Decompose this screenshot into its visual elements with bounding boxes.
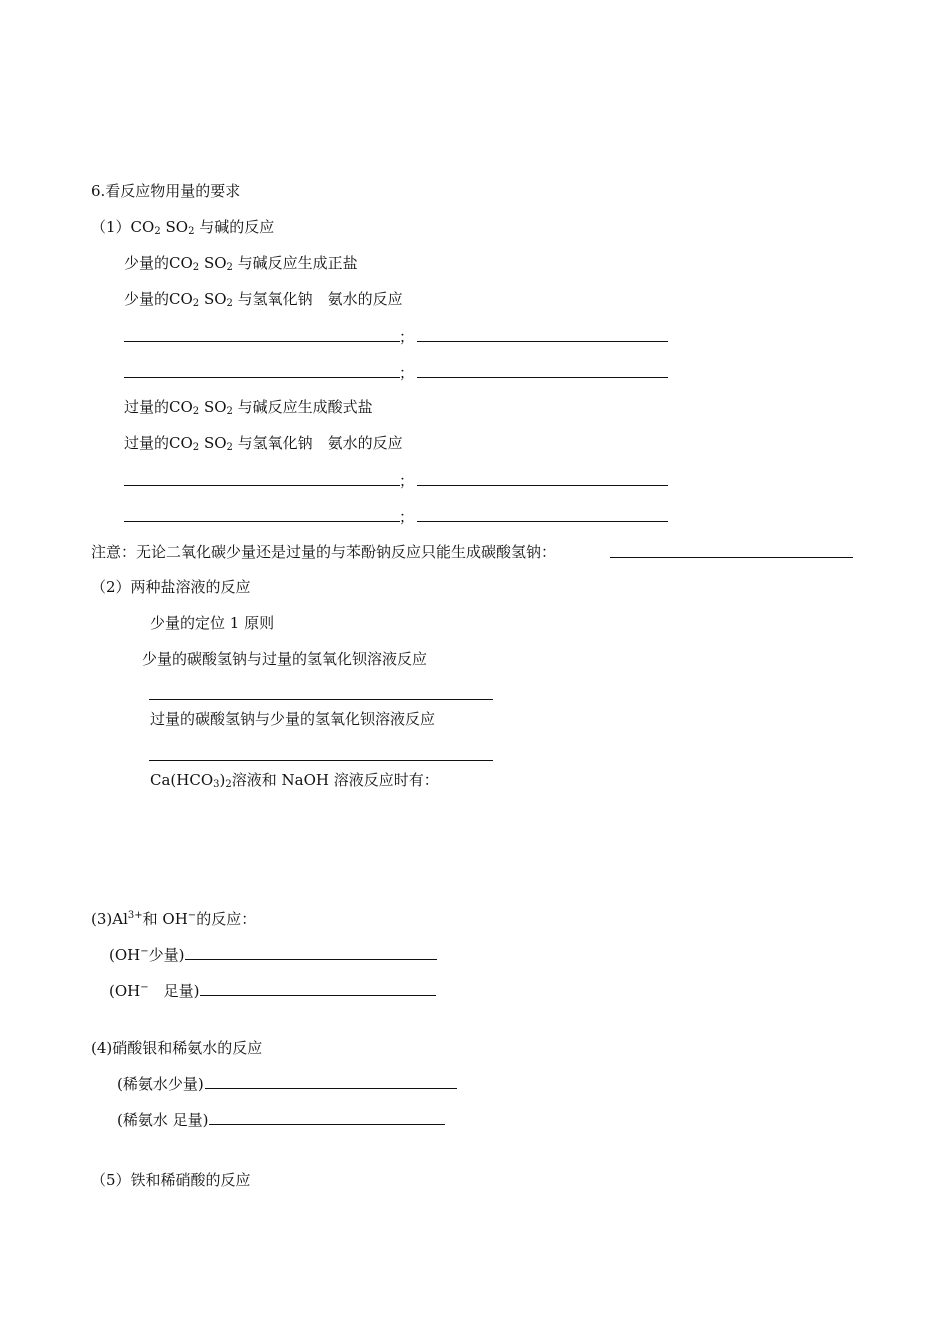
- principle-line: 少量的定位 1 原则: [150, 614, 275, 632]
- co2-formula: $CO_2$: [130, 218, 161, 237]
- so2-formula: $SO_2$: [203, 254, 233, 273]
- answer-blank[interactable]: [209, 1110, 445, 1125]
- section-6-title: 6.看反应物用量的要求: [91, 182, 241, 200]
- small-amount-naoh-ammonia-line: 少量的$CO_2$ $SO_2$ 与氢氧化钠 氨水的反应: [124, 290, 403, 309]
- answer-blank[interactable]: [124, 341, 400, 342]
- question-b: 过量的碳酸氢钠与少量的氢氧化钡溶液反应: [150, 710, 436, 728]
- answer-blank[interactable]: [149, 760, 493, 761]
- answer-blank[interactable]: [124, 521, 400, 522]
- co2-formula: $CO_2$: [169, 434, 200, 453]
- excess-amount-naoh-ammonia-line: 过量的$CO_2$ $SO_2$ 与氢氧化钠 氨水的反应: [124, 434, 403, 453]
- section-4-title: (4)硝酸银和稀氨水的反应: [91, 1039, 263, 1057]
- answer-blank[interactable]: [205, 1074, 457, 1089]
- answer-blank[interactable]: [610, 557, 853, 558]
- answer-blank[interactable]: [124, 377, 400, 378]
- section-2-title: （2）两种盐溶液的反应: [91, 578, 251, 596]
- section-3-item-b: (OH− 足量): [109, 978, 436, 1001]
- calcium-bicarbonate-line: $Ca(HCO_3)_2$溶液和 NaOH 溶液反应时有：: [150, 771, 439, 790]
- small-amount-normal-salt-line: 少量的$CO_2$ $SO_2$ 与碱反应生成正盐: [124, 254, 358, 273]
- so2-formula: $SO_2$: [165, 218, 195, 237]
- answer-blank[interactable]: [200, 981, 436, 996]
- section-3-title: $(3)Al^{3+}$和 OH−的反应：: [91, 910, 257, 928]
- section-4-item-b: (稀氨水 足量): [117, 1110, 445, 1130]
- semicolon: ；: [399, 328, 415, 346]
- semicolon: ；: [399, 508, 415, 526]
- so2-formula: $SO_2$: [203, 398, 233, 417]
- semicolon: ；: [399, 364, 415, 382]
- section-4-item-a: (稀氨水少量): [117, 1074, 457, 1094]
- answer-blank[interactable]: [417, 485, 668, 486]
- item-number: （1）: [91, 218, 131, 236]
- answer-blank[interactable]: [124, 485, 400, 486]
- so2-formula: $SO_2$: [203, 434, 233, 453]
- co2-formula: $CO_2$: [169, 290, 200, 309]
- question-a: 少量的碳酸氢钠与过量的氢氧化钡溶液反应: [142, 650, 428, 668]
- so2-formula: $SO_2$: [203, 290, 233, 309]
- answer-blank[interactable]: [417, 341, 668, 342]
- section-6-item-1-heading: $(1)CO_2$ $SO_2$ 与碱的反应: [91, 218, 275, 237]
- answer-blank[interactable]: [185, 945, 437, 960]
- semicolon: ；: [399, 472, 415, 490]
- answer-blank[interactable]: [149, 699, 493, 700]
- section-3-item-a: (OH−少量): [109, 942, 437, 965]
- note-line: 注意：无论二氧化碳少量还是过量的与苯酚钠反应只能生成碳酸氢钠：: [91, 543, 557, 561]
- co2-formula: $CO_2$: [169, 398, 200, 417]
- co2-formula: $CO_2$: [169, 254, 200, 273]
- answer-blank[interactable]: [417, 521, 668, 522]
- answer-blank[interactable]: [417, 377, 668, 378]
- excess-amount-acid-salt-line: 过量的$CO_2$ $SO_2$ 与碱反应生成酸式盐: [124, 398, 373, 417]
- section-5-title: （5）铁和稀硝酸的反应: [91, 1171, 251, 1189]
